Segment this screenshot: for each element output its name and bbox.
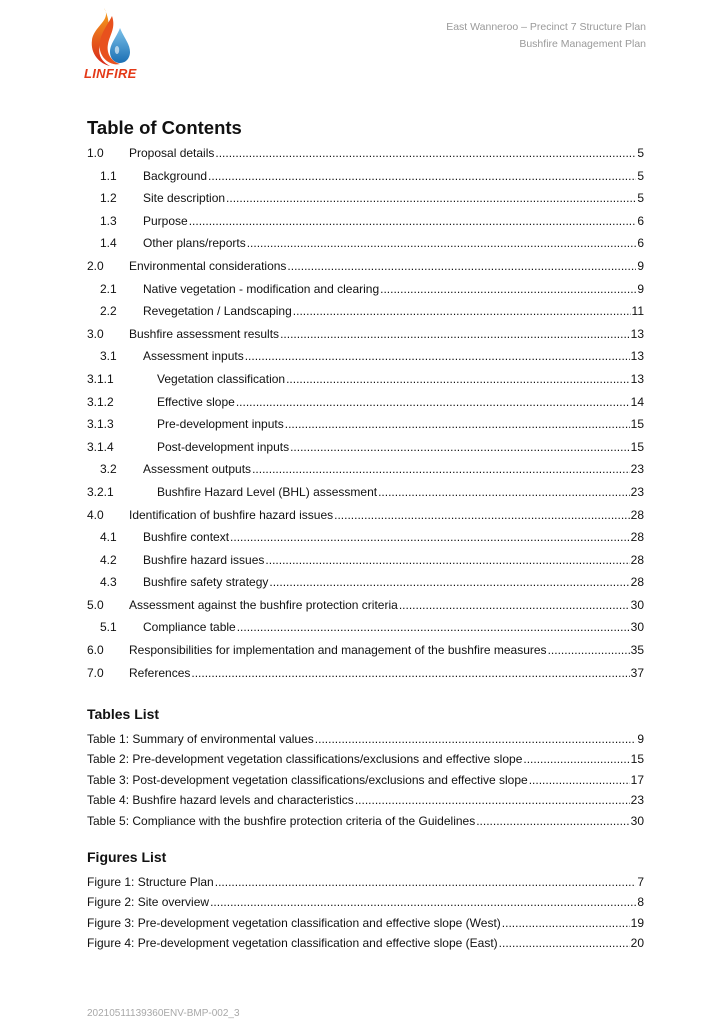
entry-page-number: 19	[630, 915, 644, 930]
dot-leader	[548, 642, 630, 658]
dot-leader	[215, 145, 636, 161]
entry-number: 4.1	[100, 530, 117, 545]
entry-number: 3.2	[100, 462, 117, 477]
entry-title: Bushfire Hazard Level (BHL) assessment	[157, 484, 378, 499]
list-entry[interactable]	[87, 894, 644, 914]
toc-entry[interactable]	[87, 665, 644, 688]
dot-leader	[237, 619, 630, 635]
entry-title: Assessment inputs	[143, 349, 244, 364]
dot-leader	[476, 813, 629, 829]
figures-list-title: Figures List	[87, 849, 167, 865]
entry-title: Table 5: Compliance with the bushfire protection criteria of the Guidelines	[87, 813, 476, 828]
entry-page-number: 20	[630, 936, 644, 951]
dot-leader	[315, 731, 637, 747]
entry-number: 5.1	[100, 620, 117, 635]
entry-page-number: 13	[630, 371, 644, 386]
dot-leader	[334, 507, 630, 523]
toc-entry[interactable]	[87, 529, 644, 552]
entry-title: Bushfire safety strategy	[143, 575, 269, 590]
list-entry[interactable]	[87, 813, 644, 833]
entry-number: 1.2	[100, 191, 117, 206]
entry-title: Figure 4: Pre-development vegetation classification and effective slope (East)	[87, 936, 498, 951]
dot-leader	[523, 751, 629, 767]
entry-number: 1.4	[100, 236, 117, 251]
toc-entry[interactable]	[87, 348, 644, 371]
toc-entry[interactable]	[87, 190, 644, 213]
entry-number: 2.0	[87, 258, 104, 273]
dot-leader	[208, 168, 636, 184]
dot-leader	[280, 326, 630, 342]
dot-leader	[355, 792, 630, 808]
entry-number: 3.1.3	[87, 417, 114, 432]
page-header	[446, 19, 646, 53]
entry-title: Table 1: Summary of environmental values	[87, 732, 314, 746]
entry-page-number: 17	[630, 772, 644, 787]
entry-number: 3.0	[87, 326, 104, 341]
entry-number: 1.0	[87, 146, 104, 160]
dot-leader	[191, 665, 629, 681]
toc-entry[interactable]	[87, 416, 644, 439]
entry-title: Compliance table	[143, 620, 236, 635]
dot-leader	[290, 439, 630, 455]
toc-entry[interactable]	[87, 235, 644, 258]
dot-leader	[265, 552, 629, 568]
list-entry[interactable]	[87, 874, 644, 894]
entry-number: 2.1	[100, 281, 117, 296]
dot-leader	[189, 213, 637, 229]
entry-page-number: 15	[630, 752, 644, 767]
list-entry[interactable]	[87, 935, 644, 955]
toc-entry[interactable]	[87, 574, 644, 597]
entry-page-number: 6	[637, 236, 644, 251]
toc-entry[interactable]	[87, 484, 644, 507]
entry-number: 3.1.2	[87, 394, 114, 409]
entry-number: 2.2	[100, 304, 117, 319]
entry-number: 4.3	[100, 575, 117, 590]
entry-page-number: 23	[630, 462, 644, 477]
tables-list	[87, 731, 644, 833]
entry-title: Revegetation / Landscaping	[143, 304, 292, 319]
entry-number: 3.2.1	[87, 484, 114, 499]
entry-title: Environmental considerations	[129, 258, 287, 273]
dot-leader	[380, 281, 636, 297]
entry-title: Vegetation classification	[157, 371, 286, 386]
toc-entry[interactable]	[87, 371, 644, 394]
logo-wordmark: LINFIRE	[84, 66, 137, 81]
entry-page-number: 28	[630, 552, 644, 567]
entry-page-number: 28	[630, 575, 644, 590]
toc-entry[interactable]	[87, 552, 644, 575]
entry-title: Pre-development inputs	[157, 417, 284, 432]
entry-title: Bushfire context	[143, 530, 230, 545]
list-entry[interactable]	[87, 772, 644, 792]
entry-title: Responsibilities for implementation and management of the bushfire measures	[129, 643, 547, 658]
entry-number: 5.0	[87, 597, 104, 612]
entry-page-number: 23	[630, 793, 644, 808]
list-entry[interactable]	[87, 792, 644, 812]
entry-page-number: 8	[637, 895, 644, 910]
flame-droplet-icon	[82, 6, 138, 68]
entry-page-number: 35	[630, 643, 644, 658]
dot-leader	[529, 772, 630, 788]
dot-leader	[245, 348, 630, 364]
dot-leader	[226, 190, 636, 206]
entry-page-number: 15	[630, 417, 644, 432]
toc-entry[interactable]	[87, 619, 644, 642]
entry-number: 1.1	[100, 168, 117, 183]
entry-title: Table 3: Post-development vegetation classifications/exclusions and effective slope	[87, 772, 528, 787]
toc-entry[interactable]	[87, 394, 644, 417]
entry-page-number: 9	[637, 258, 644, 273]
entry-page-number: 28	[630, 507, 644, 522]
entry-number: 6.0	[87, 643, 104, 658]
entry-title: Purpose	[143, 213, 188, 228]
entry-page-number: 5	[637, 168, 644, 183]
entry-page-number: 23	[630, 484, 644, 499]
toc-list	[87, 145, 644, 687]
entry-page-number: 5	[637, 146, 644, 160]
dot-leader	[252, 461, 630, 477]
dot-leader	[230, 529, 630, 545]
entry-title: Figure 3: Pre-development vegetation classification and effective slope (West)	[87, 915, 501, 930]
entry-page-number: 6	[637, 213, 644, 228]
entry-page-number: 30	[630, 813, 644, 828]
entry-page-number: 9	[637, 281, 644, 296]
entry-page-number: 28	[630, 530, 644, 545]
entry-page-number: 14	[630, 394, 644, 409]
entry-page-number: 13	[630, 326, 644, 341]
toc-entry[interactable]	[87, 145, 644, 168]
toc-entry[interactable]	[87, 303, 644, 326]
entry-page-number: 5	[637, 191, 644, 206]
entry-title: Native vegetation - modification and clearing	[143, 281, 380, 296]
list-entry[interactable]	[87, 731, 644, 751]
entry-number: 4.2	[100, 552, 117, 567]
entry-title: Bushfire hazard issues	[143, 552, 265, 567]
dot-leader	[378, 484, 630, 500]
entry-page-number: 37	[630, 665, 644, 680]
entry-title: Figure 2: Site overview	[87, 895, 210, 910]
entry-number: 3.1.1	[87, 371, 114, 386]
entry-page-number: 30	[630, 597, 644, 612]
dot-leader	[236, 394, 630, 410]
dot-leader	[399, 597, 630, 613]
header-doc-type: Bushfire Management Plan	[519, 38, 646, 50]
toc-entry[interactable]	[87, 258, 644, 281]
toc-entry[interactable]	[87, 439, 644, 462]
entry-title: Bushfire assessment results	[129, 326, 280, 341]
entry-title: Table 4: Bushfire hazard levels and characteristics	[87, 793, 354, 808]
entry-number: 4.0	[87, 507, 104, 522]
dot-leader	[287, 258, 636, 274]
entry-number: 1.3	[100, 213, 117, 228]
entry-page-number: 7	[637, 875, 644, 889]
toc-entry[interactable]	[87, 168, 644, 191]
entry-title: Assessment against the bushfire protection criteria	[129, 597, 398, 612]
entry-title: Post-development inputs	[157, 439, 290, 454]
document-id: 20210511139360ENV-BMP-002_3	[87, 1008, 240, 1019]
toc-entry[interactable]	[87, 281, 644, 304]
dot-leader	[247, 235, 637, 251]
entry-page-number: 13	[630, 349, 644, 364]
entry-title: Other plans/reports	[143, 236, 246, 251]
entry-title: Site description	[143, 191, 226, 206]
entry-page-number: 15	[630, 439, 644, 454]
entry-page-number: 11	[631, 304, 644, 319]
dot-leader	[215, 874, 637, 890]
dot-leader	[293, 303, 631, 319]
toc-title: Table of Contents	[87, 117, 242, 138]
toc-entry[interactable]	[87, 597, 644, 620]
dot-leader	[502, 915, 630, 931]
entry-title: Table 2: Pre-development vegetation classifications/exclusions and effective slope	[87, 752, 523, 767]
entry-number: 3.1.4	[87, 439, 114, 454]
dot-leader	[499, 935, 630, 951]
toc-entry[interactable]	[87, 326, 644, 349]
entry-number: 7.0	[87, 665, 104, 680]
toc-entry[interactable]	[87, 213, 644, 236]
entry-title: Identification of bushfire hazard issues	[129, 507, 334, 522]
entry-title: Figure 1: Structure Plan	[87, 875, 214, 889]
entry-number: 3.1	[100, 349, 117, 364]
tables-list-title: Tables List	[87, 706, 160, 722]
toc-entry[interactable]	[87, 507, 644, 530]
dot-leader	[286, 371, 630, 387]
dot-leader	[210, 894, 636, 910]
dot-leader	[269, 574, 629, 590]
toc-entry[interactable]	[87, 461, 644, 484]
toc-entry[interactable]	[87, 642, 644, 665]
dot-leader	[285, 416, 630, 432]
list-entry[interactable]	[87, 915, 644, 935]
entry-title: Proposal details	[129, 146, 215, 160]
entry-title: Background	[143, 168, 208, 183]
header-project: East Wanneroo – Precinct 7 Structure Plan	[446, 21, 646, 33]
entry-page-number: 9	[637, 732, 644, 746]
figures-list	[87, 874, 644, 956]
entry-title: Assessment outputs	[143, 462, 252, 477]
entry-title: References	[129, 665, 191, 680]
list-entry[interactable]	[87, 751, 644, 771]
entry-page-number: 30	[630, 620, 644, 635]
entry-title: Effective slope	[157, 394, 235, 409]
